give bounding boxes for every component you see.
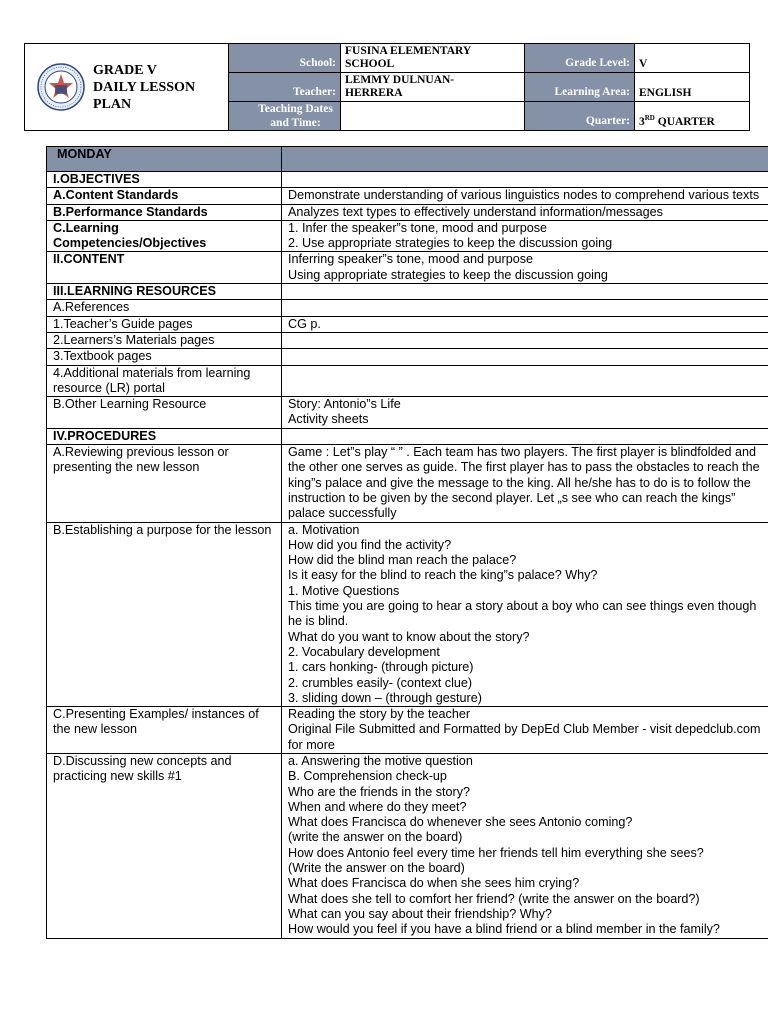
row-content-line: a. Motivation [288, 522, 360, 537]
row-label-text: I.OBJECTIVES [53, 172, 140, 186]
row-content-line: CG p. [288, 316, 321, 331]
row-content-line: How does Antonio feel every time her friends tell him everything she sees? [288, 845, 704, 860]
table-row [47, 284, 768, 300]
row-content-line: What does she tell to comfort her friend? (write the answer on the board?) [288, 891, 700, 906]
row-label-text: 3.Textbook pages [53, 349, 152, 364]
row-content-line: Demonstrate understanding of various linguistics nodes to comprehend various texts [288, 188, 760, 203]
row-label-text: 4.Additional materials from learning resource (LR) portal [53, 365, 251, 395]
table-row [47, 220, 768, 252]
row-content-line: (write the answer on the board) [288, 830, 463, 845]
row-content [282, 397, 768, 429]
row-content-line: How would you feel if you have a blind friend or a blind member in the family? [288, 922, 720, 937]
row-label [47, 397, 282, 429]
table-row [47, 204, 768, 220]
teaching-dates-value [341, 102, 525, 131]
row-content-line: When and where do they meet? [288, 799, 467, 814]
row-content-line: 2. crumbles easily- (context clue) [288, 675, 473, 690]
plan-title: GRADE V DAILY LESSON PLAN [93, 62, 196, 112]
row-content [282, 172, 768, 188]
grade-level-value: V [635, 44, 750, 73]
row-label-text: A.Reviewing previous lesson or presenting the new lesson [53, 445, 229, 475]
row-label-text: 2.Learners’s Materials pages [53, 332, 215, 347]
table-row [47, 332, 768, 348]
table-row [47, 397, 768, 429]
row-content-line: 1. Infer the speaker”s tone, mood and purpose [288, 220, 548, 235]
row-label-text: B.Other Learning Resource [53, 397, 207, 412]
table-row [47, 753, 768, 938]
row-content-line: What do you want to know about the story? [288, 629, 530, 644]
row-content-line: Inferring speaker”s tone, mood and purpose [288, 252, 534, 267]
lesson-plan-table [46, 146, 768, 939]
title-cell [25, 44, 229, 131]
row-content-line: 1. Motive Questions [288, 583, 400, 598]
row-content-line: Using appropriate strategies to keep the discussion going [288, 267, 608, 282]
teacher-value: LEMMY DULNUAN- HERRERA [341, 73, 525, 102]
row-content [282, 284, 768, 300]
row-content [282, 365, 768, 397]
row-label [47, 365, 282, 397]
row-label [47, 220, 282, 252]
row-label-text: IV.PROCEDURES [53, 428, 157, 443]
row-content-line: How did you find the activity? [288, 537, 452, 552]
row-content-line: Is it easy for the blind to reach the king”s palace? Why? [288, 568, 598, 583]
row-label [47, 284, 282, 300]
row-content [282, 428, 768, 444]
row-label-text: D.Discussing new concepts and practicing new skills #1 [53, 753, 232, 784]
row-label-text: C.Learning Competencies/Objectives [53, 220, 207, 251]
table-row [47, 349, 768, 365]
table-row [47, 707, 768, 754]
row-content [282, 445, 768, 522]
school-label: School: [229, 44, 341, 73]
row-label-text: A.Content Standards [53, 188, 179, 203]
row-content-line: Who are the friends in the story? [288, 784, 471, 799]
row-content-line: (Write the answer on the board) [288, 861, 465, 876]
row-label-text: 1.Teacher’s Guide pages [53, 316, 193, 331]
row-content [282, 707, 768, 754]
row-content-line: 3. sliding down – (through gesture) [288, 690, 482, 705]
deped-seal-icon [37, 63, 85, 111]
table-row [47, 172, 768, 188]
row-content-line: What can you say about their friendship? Why? [288, 906, 552, 921]
row-content [282, 753, 768, 938]
row-content-line: Activity sheets [288, 412, 369, 427]
school-value: FUSINA ELEMENTARY SCHOOL [341, 44, 525, 73]
row-content-line: 2. Use appropriate strategies to keep the discussion going [288, 236, 613, 251]
row-label [47, 522, 282, 707]
row-content-line: Story: Antonio”s Life [288, 397, 401, 412]
learning-area-value: ENGLISH [635, 73, 750, 102]
table-row [47, 300, 768, 316]
row-content [282, 349, 768, 365]
row-label [47, 188, 282, 204]
table-row [47, 316, 768, 332]
row-content [282, 332, 768, 348]
row-label-text: III.LEARNING RESOURCES [53, 284, 217, 299]
row-content-line: a. Answering the motive question [288, 753, 473, 768]
row-label [47, 445, 282, 522]
row-label-text: C.Presenting Examples/ instances of the new lesson [53, 707, 259, 737]
row-content-line: What does Francisca do when she sees him crying? [288, 876, 580, 891]
row-content [282, 252, 768, 284]
row-content-line: B. Comprehension check-up [288, 769, 447, 784]
row-content-line: What does Francisca do whenever she sees Antonio coming? [288, 815, 633, 830]
table-row [47, 365, 768, 397]
row-content [282, 300, 768, 316]
row-label [47, 428, 282, 444]
row-label-text: B.Performance Standards [53, 204, 208, 219]
row-content [282, 316, 768, 332]
row-label [47, 204, 282, 220]
row-label [47, 332, 282, 348]
quarter-label: Quarter: [525, 102, 635, 131]
row-label [47, 349, 282, 365]
row-content [282, 204, 768, 220]
table-row [47, 522, 768, 707]
row-content-line: Reading the story by the teacher [288, 707, 471, 722]
table-row [47, 428, 768, 444]
row-label [47, 252, 282, 284]
row-label [47, 707, 282, 754]
row-content-line: How did the blind man reach the palace? [288, 553, 517, 568]
learning-area-label: Learning Area: [525, 73, 635, 102]
row-content-line: Analyzes text types to effectively understand information/messages [288, 204, 663, 219]
teaching-dates-label: Teaching Dates and Time: [229, 102, 341, 131]
table-row [47, 252, 768, 284]
row-content-line: This time you are going to hear a story about a boy who can see things even though he is blind. [288, 599, 757, 629]
quarter-value: 3RD QUARTER [635, 102, 750, 131]
row-label [47, 300, 282, 316]
grade-level-label: Grade Level: [525, 44, 635, 73]
row-label-text: A.References [53, 300, 130, 315]
row-content-line: 1. cars honking- (through picture) [288, 660, 474, 675]
table-row [47, 445, 768, 522]
row-content-line: Original File Submitted and Formatted by DepEd Club Member - visit depedclub.com for more [288, 722, 761, 752]
header-table [24, 43, 750, 131]
row-label-text: B.Establishing a purpose for the lesson [53, 522, 272, 537]
row-content-line: Game : Let”s play “ ” . Each team has two players. The first player is blindfolded and the other one serves as guide. The first player has to pass the obstacles to reach the king”s palace and give the message to the king. All he/she has to do is to follow the instruction to be given by the second player. Let „s see who can reach the kings” palace successfully [288, 445, 760, 521]
table-row [47, 188, 768, 204]
row-content-line: 2. Vocabulary development [288, 644, 440, 659]
row-label [47, 753, 282, 938]
day-header-row [47, 147, 768, 172]
teacher-label: Teacher: [229, 73, 341, 102]
day-label: MONDAY [47, 147, 282, 172]
day-content-cell [282, 147, 768, 172]
row-content [282, 522, 768, 707]
row-label [47, 172, 282, 188]
row-label-text: II.CONTENT [53, 252, 125, 267]
row-content [282, 220, 768, 252]
row-content [282, 188, 768, 204]
row-label [47, 316, 282, 332]
